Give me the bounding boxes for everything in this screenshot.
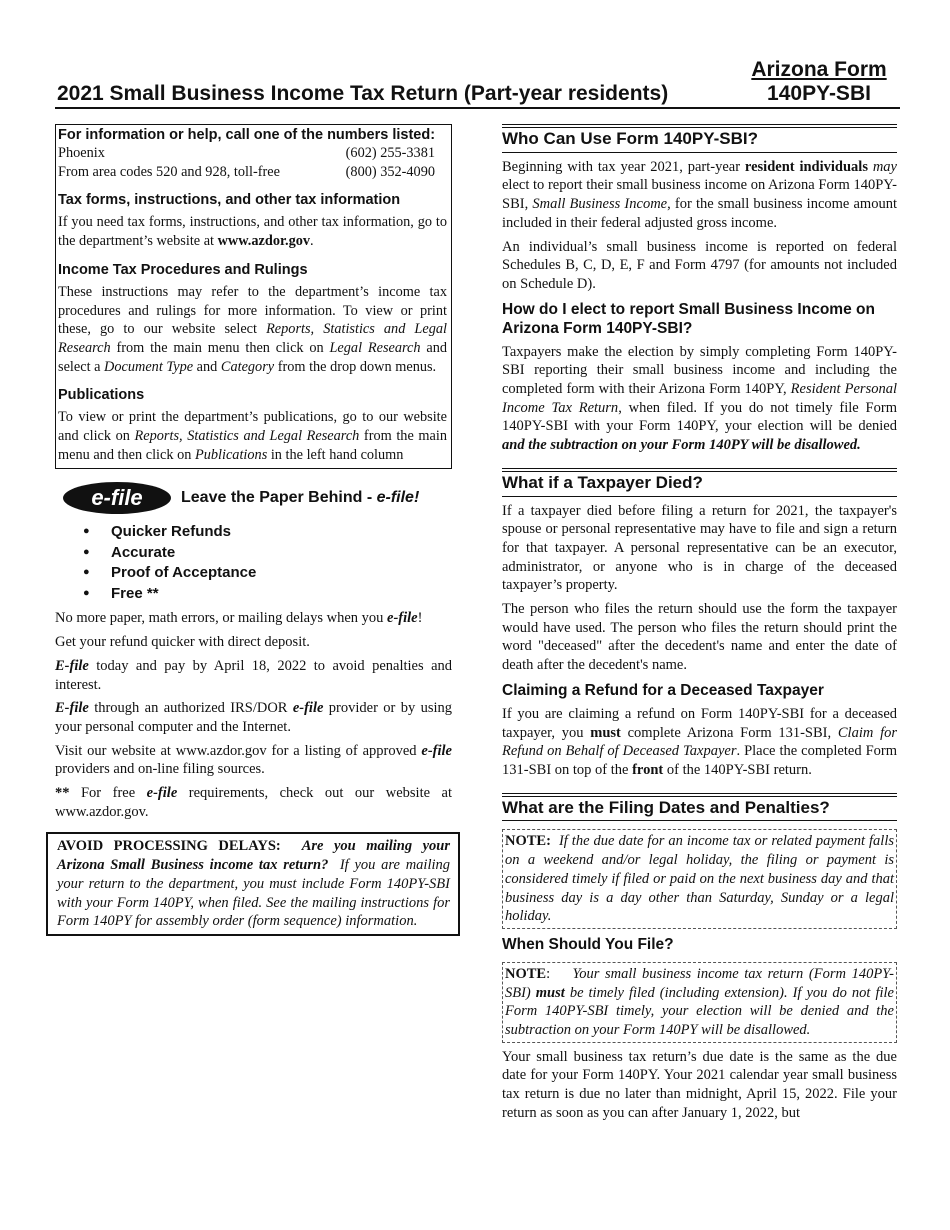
header-rule: [55, 107, 900, 109]
paragraph: The person who files the return should use the form the taxpayer would have used. The person who files the return should print the word "deceased" after the decedent's name and enter the date of death after the decedent's name.: [502, 601, 897, 674]
phone-row: [58, 144, 447, 163]
efile-banner: [63, 482, 452, 514]
paragraph: If you are claiming a refund on Form 140PY-SBI for a deceased taxpayer, you must complete Arizona Form 131-SBI, Claim for Refund on Behalf of Deceased Taxpayer. Place the completed Form 131-SBI on top of the front of the 140PY-SBI return.: [502, 705, 898, 778]
form-identifier: [738, 58, 900, 106]
help-heading: For information or help, call one of the numbers listed:: [58, 127, 436, 143]
right-column: [502, 124, 897, 1123]
publications-text: To view or print the department’s publications, go to our website and click on Reports, Statistics and Legal Research from the main menu and then click on Publications in the left hand column: [58, 409, 447, 463]
avoid-body: If you are mailing your return to the department, you must include Form 140PY-SBI with your Form 140PY, when filed. See the mailing instructions for Form 140PY for assembly order (form sequence) information.: [57, 857, 451, 930]
form-number: 140PY-SBI: [767, 82, 871, 105]
taxforms-text: If you need tax forms, instructions, and other tax information, go to the department’s website at www.azdor.gov.: [58, 214, 447, 250]
subsection-heading: How do I elect to report Small Business Income on Arizona Form 140PY-SBI?: [502, 300, 875, 337]
phone-row: [58, 163, 447, 182]
efile-paragraph: No more paper, math errors, or mailing delays when you e-file!: [55, 610, 423, 627]
paragraph: Beginning with tax year 2021, part-year resident individuals may elect to report their small business income on Arizona Form 140PY-SBI, Small Business Income, for the small business income amount included in their federal adjusted gross income.: [502, 158, 897, 231]
avoid-question: Are you mailing your Arizona Small Business income tax return?: [57, 838, 450, 874]
list-item: ● Quicker Refunds: [111, 522, 452, 543]
paragraph: An individual’s small business income is reported on federal Schedules B, C, D, E, F and Form 4797 (for amounts not included on Schedule D).: [502, 238, 897, 292]
efile-paragraph: E-file through an authorized IRS/DOR e-file provider or by using your personal computer and the Internet.: [55, 700, 452, 735]
info-box: [55, 124, 452, 469]
website-link[interactable]: www.azdor.gov: [217, 233, 311, 250]
paragraph: Your small business tax return’s due date is the same as the due date for your Form 140PY. Your 2021 calendar year small business tax return is due no later than midnight, April 15, 2022. File your return as soon as you can after January 1, 2022, but: [502, 1048, 897, 1121]
section-heading: What if a Taxpayer Died?: [502, 468, 897, 497]
publications-heading: Publications: [58, 387, 145, 404]
paragraph: Taxpayers make the election by simply completing Form 140PY-SBI reporting their small business income and including the completed form with their Arizona Form 140PY, Resident Personal Income Tax Return, when filed. If you do not timely file Form 140PY-SBI with your Form 140PY, your election will be denied and the subtraction on your Form 140PY will be disallowed.: [502, 343, 897, 454]
subsection-heading: When Should You File?: [502, 935, 674, 953]
section-heading: Who Can Use Form 140PY-SBI?: [502, 124, 897, 153]
efile-benefits-list: [55, 522, 452, 604]
subsection-heading: Claiming a Refund for a Deceased Taxpayer: [502, 681, 824, 699]
phone-number: (602) 255-3381: [345, 145, 435, 161]
list-item: ● Accurate: [111, 543, 452, 564]
procedures-heading: Income Tax Procedures and Rulings: [58, 261, 308, 278]
efile-logo: e-file: [63, 482, 171, 514]
note-label: NOTE: [505, 965, 547, 982]
form-label: Arizona Form: [751, 58, 887, 81]
section-heading: What are the Filing Dates and Penalties?: [502, 793, 897, 822]
phone-label: From area codes 520 and 928, toll-free: [58, 163, 280, 180]
left-column: [55, 124, 452, 936]
efile-heading: Leave the Paper Behind - e-file!: [181, 489, 420, 507]
note-label: NOTE:: [505, 833, 551, 850]
page-title: 2021 Small Business Income Tax Return (Part-year residents): [57, 82, 669, 105]
note-box: [502, 829, 897, 929]
efile-paragraph: ** For free e-file requirements, check out our website at www.azdor.gov.: [55, 785, 452, 820]
procedures-text: These instructions may refer to the department’s income tax procedures and rulings for more information. To view or print these, go to our website select Reports, Statistics and Legal Research from the main menu then click on Legal Research and select a Document Type and Category from the drop down menus.: [58, 283, 447, 375]
efile-paragraph: E-file today and pay by April 18, 2022 to avoid penalties and interest.: [55, 657, 452, 693]
list-item: ● Proof of Acceptance: [111, 563, 452, 584]
phone-label: Phoenix: [58, 145, 105, 161]
note-box: NOTE: Your small business income tax return (Form 140PY-SBI) must be timely filed (including extension). If you do not file Form 140PY-SBI timely, your election will be denied and the subtraction on your Form 140PY will be disallowed.: [502, 962, 897, 1043]
taxforms-heading: Tax forms, instructions, and other tax information: [58, 192, 401, 209]
efile-paragraph: Visit our website at www.azdor.gov for a listing of approved e-file providers and on-line filing sources.: [55, 742, 452, 778]
avoid-label: AVOID PROCESSING DELAYS:: [57, 838, 281, 855]
note-body: If the due date for an income tax or related payment falls on a weekend and/or legal holiday, the filing or payment is considered timely if filed or paid on the next business day and that business day is a day other than Saturday, Sunday or a legal holiday.: [505, 833, 894, 925]
phone-number: (800) 352-4090: [345, 163, 435, 180]
paragraph: If a taxpayer died before filing a return for 2021, the taxpayer's spouse or personal representative may have to file and sign a return for that taxpayer. A personal representative can be an executor, administrator, or anyone who is in charge of the deceased taxpayer’s property.: [502, 502, 897, 594]
list-item: ● Free **: [111, 584, 452, 605]
efile-paragraph: Get your refund quicker with direct deposit.: [55, 634, 310, 651]
processing-delays-box: [46, 832, 460, 936]
